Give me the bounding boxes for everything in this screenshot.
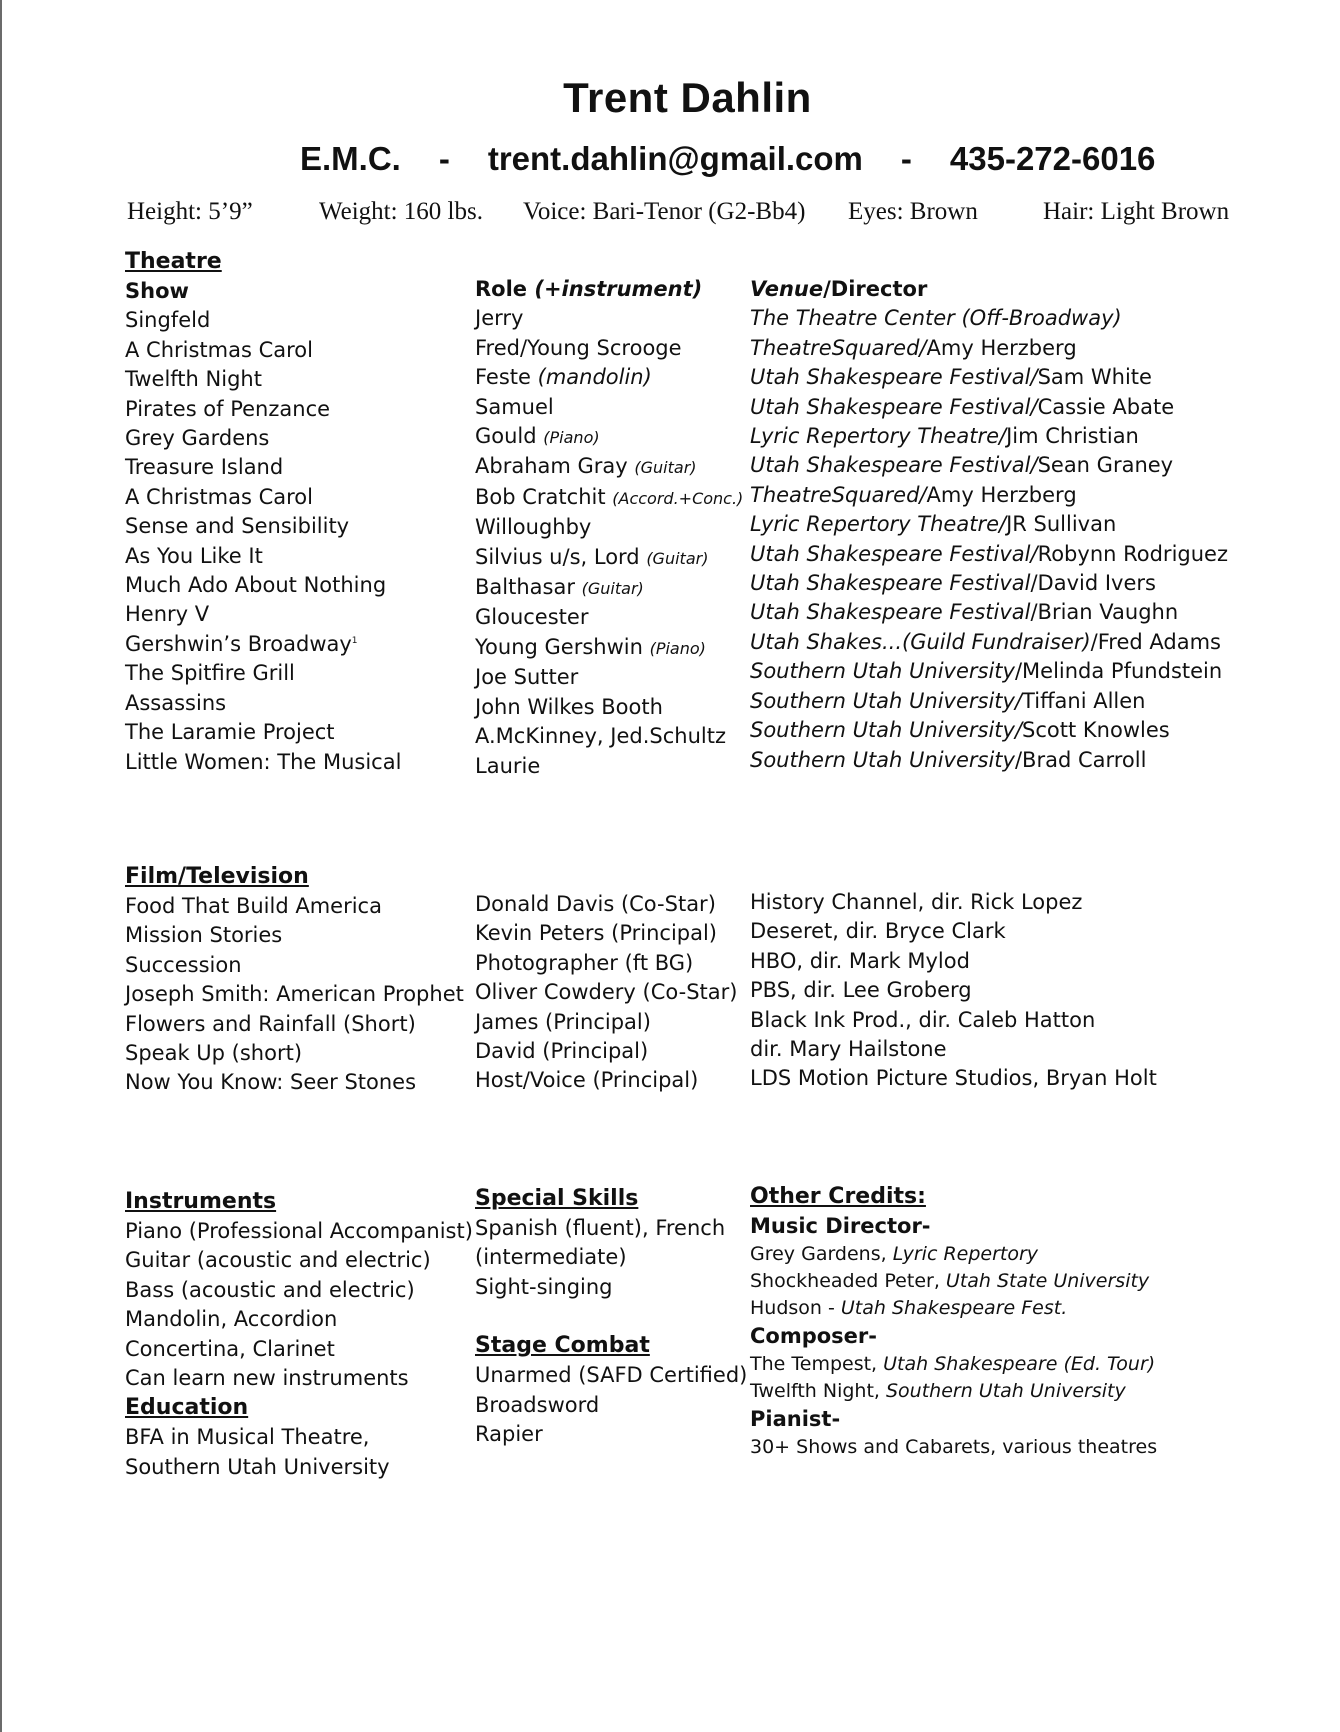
venue-name: Utah Shakespeare Festival/ (750, 453, 1038, 478)
credit-title: Twelfth Night, (750, 1380, 886, 1402)
education-heading: Education (125, 1395, 249, 1421)
credit-title: Hudson - (750, 1297, 841, 1319)
email-address: trent.dahlin@gmail.com (487, 140, 863, 177)
film-role: Oliver Cowdery (Co-Star) (475, 980, 738, 1005)
director-name: /David Ivers (1030, 571, 1156, 596)
special-skills-heading: Special Skills (475, 1186, 639, 1211)
theatre-venue-column (750, 275, 1310, 775)
role-instrument: (Guitar) (646, 548, 709, 568)
venue-name: Utah Shakespeare Festival/ (750, 541, 1038, 566)
theatre-role (475, 693, 745, 722)
theatre-role (475, 363, 745, 392)
theatre-show: Twelfth Night (125, 367, 262, 392)
theatre-show: Treasure Island (125, 455, 284, 480)
skill-item: Sight-singing (475, 1274, 613, 1299)
film-credit: LDS Motion Picture Studios, Bryan Holt (750, 1066, 1157, 1091)
film-title: Flowers and Rainfall (Short) (125, 1011, 416, 1036)
role-name: Silvius u/s, Lord (475, 544, 647, 569)
role-instrument: (Accord.+Conc.) (612, 488, 744, 508)
role-name: Fred/Young Scrooge (475, 335, 682, 360)
director-name: /Brian Vaughn (1030, 600, 1179, 625)
instrument-item: Concertina, Clarinet (125, 1336, 335, 1361)
theatre-venue (750, 304, 1310, 333)
theatre-venue (750, 598, 1310, 627)
theatre-role (475, 722, 745, 751)
skill-item: Spanish (fluent), French (475, 1216, 726, 1240)
theatre-venue (750, 363, 1310, 392)
theatre-role (475, 483, 745, 513)
venue-name: Utah Shakespeare Festival (750, 600, 1031, 625)
contact-line (300, 140, 1155, 178)
theatre-role (475, 633, 745, 663)
credit-title: The Tempest, (750, 1353, 884, 1375)
theatre-venue (750, 716, 1310, 745)
role-instrument: (mandolin) (537, 365, 652, 390)
film-role: Donald Davis (Co-Star) (475, 892, 716, 916)
theatre-show: Singfeld (125, 308, 211, 333)
separator: - (900, 140, 912, 177)
theatre-show: Henry V (125, 602, 210, 627)
theatre-role (475, 334, 745, 363)
role-name: A.McKinney, Jed.Schultz (475, 724, 726, 749)
film-role: David (Principal) (475, 1039, 649, 1064)
role-name: Samuel (475, 394, 554, 419)
director-name: Cassie Abate (1037, 394, 1175, 419)
theatre-show: The Laramie Project (125, 720, 335, 745)
theatre-role (475, 573, 745, 603)
combat-item: Unarmed (SAFD Certified) (475, 1363, 748, 1388)
film-title: Joseph Smith: American Prophet (125, 982, 464, 1007)
credit-title: Shockheaded Peter, (750, 1270, 946, 1292)
page-left-edge (0, 0, 2, 1732)
film-title: Mission Stories (125, 923, 283, 948)
theatre-role (475, 752, 745, 781)
theatre-venue (750, 422, 1310, 451)
venue-name: Lyric Repertory Theatre/ (750, 424, 1007, 449)
credit-venue: Southern Utah University (885, 1380, 1126, 1402)
film-role: Host/Voice (Principal) (475, 1068, 699, 1093)
theatre-role (475, 452, 745, 482)
stat-hair: Hair: Light Brown (1043, 198, 1230, 225)
instrument-item: Can learn new instruments (125, 1366, 409, 1391)
credit-venue: Utah Shakespeare Fest. (840, 1297, 1068, 1319)
director-name: Sean Graney (1037, 453, 1174, 478)
theatre-venue (750, 746, 1310, 775)
credit-title: Grey Gardens, (750, 1243, 893, 1265)
film-credit: dir. Mary Hailstone (750, 1037, 947, 1062)
theatre-role (475, 304, 745, 333)
instruments-heading: Instruments (125, 1189, 277, 1214)
venue-name: Lyric Repertory Theatre/ (750, 512, 1007, 537)
pianist-label: Pianist- (750, 1407, 841, 1431)
film-role: Kevin Peters (Principal) (475, 921, 718, 946)
theatre-role (475, 543, 745, 573)
stat-voice: Voice: Bari-Tenor (G2-Bb4) (523, 198, 806, 225)
theatre-show: A Christmas Carol (125, 484, 313, 509)
venue-name: Utah Shakespeare Festival/ (750, 365, 1038, 390)
separator: - (438, 140, 450, 177)
combat-item: Broadsword (475, 1392, 600, 1417)
role-name: Jerry (475, 306, 524, 331)
combat-item: Rapier (475, 1422, 543, 1447)
credit-item (750, 1268, 1310, 1295)
role-name: John Wilkes Booth (475, 694, 663, 719)
role-name: Bob Cratchit (475, 484, 613, 509)
theatre-venue (750, 687, 1310, 716)
credit-title: 30+ Shows and Cabarets, various theatres (750, 1436, 1158, 1458)
credit-venue: Utah State University (945, 1270, 1150, 1292)
skill-item: (intermediate) (475, 1245, 627, 1270)
director-name: Robynn Rodriguez (1037, 541, 1228, 566)
role-name: Gould (475, 424, 544, 449)
director-name: Scott Knowles (1022, 718, 1170, 743)
venue-name: Utah Shakes...(Guild Fundraiser) (750, 629, 1091, 654)
film-role: Photographer (ft BG) (475, 950, 694, 975)
other-credits-heading: Other Credits: (750, 1184, 926, 1209)
venue-name: Southern Utah University (750, 659, 1015, 684)
film-title: Food That Build America (125, 894, 382, 918)
theatre-heading: Theatre (125, 249, 222, 274)
theatre-venue (750, 657, 1310, 686)
film-role-column (475, 890, 745, 1096)
instrument-item: Bass (acoustic and electric) (125, 1277, 415, 1302)
theatre-venue (750, 540, 1310, 569)
venue-name: Utah Shakespeare Festival/ (750, 394, 1038, 419)
film-credit: Deseret, dir. Bryce Clark (750, 919, 1006, 944)
stage-combat-heading: Stage Combat (475, 1333, 650, 1359)
theatre-venue (750, 510, 1310, 539)
phone-number: 435-272-6016 (949, 140, 1156, 177)
resume-name: Trent Dahlin (563, 74, 812, 121)
film-title: Succession (125, 952, 242, 977)
footnote-mark: 1 (351, 635, 358, 646)
theatre-show: Little Women: The Musical (125, 749, 402, 774)
role-name: Joe Sutter (475, 665, 579, 690)
theatre-show: Pirates of Penzance (125, 396, 331, 421)
venue-name: The Theatre Center (Off-Broadway) (750, 306, 1122, 331)
credit-venue: Lyric Repertory (892, 1243, 1039, 1265)
venue-name: TheatreSquared/ (750, 335, 927, 360)
director-name: JR Sullivan (1006, 512, 1117, 537)
theatre-show: Sense and Sensibility (125, 514, 350, 539)
union-status: E.M.C. (300, 140, 401, 177)
music-director-label: Music Director- (750, 1214, 931, 1238)
role-instrument: (Guitar) (581, 579, 644, 599)
film-credit: PBS, dir. Lee Groberg (750, 978, 972, 1003)
theatre-role (475, 422, 745, 452)
director-name: Amy Herzberg (926, 482, 1077, 507)
role-name: Feste (475, 365, 538, 390)
composer-label: Composer- (750, 1324, 877, 1348)
education-item: Southern Utah University (125, 1454, 390, 1479)
director-name: Jim Christian (1006, 424, 1139, 449)
film-role: James (Principal) (475, 1009, 651, 1034)
theatre-venue (750, 569, 1310, 598)
role-name: Young Gershwin (475, 634, 650, 659)
theatre-show: Assassins (125, 690, 227, 715)
instruments-section (125, 1187, 473, 1482)
theatre-role (475, 663, 745, 692)
role-instrument: (Guitar) (634, 458, 697, 478)
column-header-show: Show (125, 279, 189, 303)
venue-name: Utah Shakespeare Festival (750, 571, 1031, 596)
director-name: Sam White (1037, 365, 1152, 390)
venue-name: Southern Utah University/ (750, 688, 1023, 713)
credit-item (750, 1351, 1310, 1378)
theatre-show: Grey Gardens (125, 426, 270, 451)
theatre-venue (750, 628, 1310, 657)
film-title: Now You Know: Seer Stones (125, 1070, 417, 1095)
theatre-venue (750, 334, 1310, 363)
film-credit: Black Ink Prod., dir. Caleb Hatton (750, 1007, 1096, 1032)
instrument-item: Mandolin, Accordion (125, 1307, 338, 1332)
film-credit: History Channel, dir. Rick Lopez (750, 890, 1083, 914)
film-title: Speak Up (short) (125, 1041, 303, 1066)
other-credits-section (750, 1182, 1310, 1461)
director-name: Tiffani Allen (1022, 688, 1146, 713)
theatre-show: A Christmas Carol (125, 337, 313, 362)
director-name: Amy Herzberg (926, 335, 1077, 360)
instrument-item: Piano (Professional Accompanist) (125, 1219, 473, 1243)
theatre-role (475, 393, 745, 422)
film-credit: HBO, dir. Mark Mylod (750, 948, 970, 973)
credit-item (750, 1241, 1310, 1268)
director-name: /Fred Adams (1090, 629, 1221, 654)
theatre-section (125, 247, 222, 277)
role-name: Willoughby (475, 515, 592, 540)
theatre-venue (750, 451, 1310, 480)
film-heading: Film/Television (125, 864, 309, 889)
theatre-role-column (475, 275, 745, 781)
director-name: /Melinda Pfundstein (1014, 659, 1223, 684)
director-name: /Brad Carroll (1014, 747, 1147, 772)
column-header-venue: Venue/Director (750, 277, 928, 301)
credit-venue: Utah Shakespeare (Ed. Tour) (883, 1353, 1156, 1375)
stat-height: Height: 5’9” (127, 198, 253, 225)
role-name: Balthasar (475, 575, 582, 600)
theatre-role (475, 513, 745, 542)
theatre-show: The Spitfire Grill (125, 661, 295, 686)
theatre-venue (750, 393, 1310, 422)
instrument-item: Guitar (acoustic and electric) (125, 1248, 431, 1273)
credit-item (750, 1378, 1310, 1405)
credit-item (750, 1295, 1310, 1322)
column-header-role: Role (+instrument) (475, 277, 703, 301)
stat-weight: Weight: 160 lbs. (319, 198, 483, 225)
role-name: Gloucester (475, 605, 589, 630)
skills-section (475, 1184, 748, 1449)
venue-name: Southern Utah University/ (750, 718, 1023, 743)
film-title-column (125, 862, 465, 1098)
stat-eyes: Eyes: Brown (848, 198, 978, 225)
role-name: Laurie (475, 753, 541, 778)
role-name: Abraham Gray (475, 454, 635, 479)
theatre-venue (750, 481, 1310, 510)
theatre-role (475, 603, 745, 632)
venue-name: Southern Utah University (750, 747, 1015, 772)
theatre-show: Much Ado About Nothing (125, 573, 387, 598)
theatre-show: Gershwin’s Broadway$^1$ (125, 631, 358, 656)
venue-name: TheatreSquared/ (750, 482, 927, 507)
theatre-show-column (125, 277, 465, 777)
theatre-show: As You Like It (125, 543, 263, 568)
film-credit-column (750, 888, 1310, 1094)
education-item: BFA in Musical Theatre, (125, 1425, 370, 1450)
role-instrument: (Piano) (543, 428, 600, 448)
credit-item (750, 1434, 1310, 1461)
role-instrument: (Piano) (649, 638, 706, 658)
